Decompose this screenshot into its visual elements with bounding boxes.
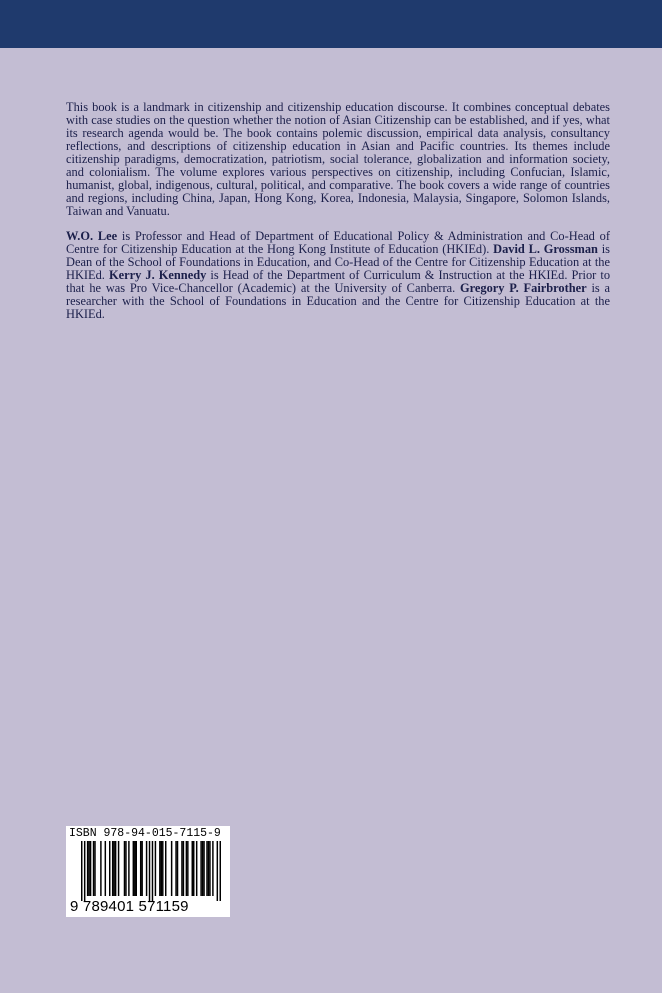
barcode-bar (212, 841, 213, 896)
author-name-lee: W.O. Lee (66, 229, 118, 243)
barcode-bar (140, 841, 141, 896)
barcode-bar (90, 841, 91, 896)
author-bio-kennedy: is Head of the Department of Curriculum & Instruction at the HKIEd. Prior to that he was Pro Vice-Chancellor (Academic) at the University of Canberra. (66, 268, 611, 295)
barcode-bar (175, 841, 176, 896)
barcode-bar (87, 841, 88, 896)
author-name-fairbrother: Gregory P. Fairbrother (459, 281, 587, 295)
barcode-bar (128, 841, 129, 896)
author-bios (66, 230, 610, 321)
isbn-label: ISBN 978-94-015-7115-9 (69, 827, 221, 840)
barcode-bar (192, 841, 193, 896)
barcode-bar (109, 841, 110, 896)
barcode-bar (94, 841, 95, 896)
barcode-bar (196, 841, 197, 896)
barcode-bar (187, 841, 188, 896)
barcode-bar (84, 841, 85, 901)
barcode-bar (202, 841, 203, 896)
barcode-bar (193, 841, 194, 896)
barcode-bar (200, 841, 201, 896)
author-bio-fairbrother: is a researcher with the School of Foundations in Education and the Centre for Citizenship Education at the HKIEd. (66, 281, 610, 321)
barcode-bar (105, 841, 106, 896)
barcode-bar (134, 841, 135, 896)
barcode-bar (161, 841, 162, 896)
barcode-bar (220, 841, 221, 901)
barcode-bar (115, 841, 116, 896)
barcode-bar (165, 841, 166, 896)
barcode-bar (155, 841, 156, 896)
barcode-bar (203, 841, 204, 896)
barcode-bar (181, 841, 182, 896)
barcode-bar (149, 841, 150, 901)
barcode-bars (81, 841, 221, 901)
barcode-bar (146, 841, 147, 896)
isbn-barcode (66, 826, 230, 917)
back-cover-text (66, 101, 610, 333)
barcode-bar (112, 841, 113, 896)
barcode-bar (159, 841, 160, 896)
barcode-bar (136, 841, 137, 896)
barcode-bar (113, 841, 114, 896)
barcode-bar (209, 841, 210, 896)
barcode-bar (125, 841, 126, 896)
barcode-bar (100, 841, 101, 896)
top-color-band (0, 0, 662, 48)
barcode-bar (183, 841, 184, 896)
barcode-bar (177, 841, 178, 896)
barcode-bar (162, 841, 163, 896)
barcode-bar (217, 841, 218, 901)
barcode-bar (208, 841, 209, 896)
barcode-bar (93, 841, 94, 896)
barcode-bar (81, 841, 82, 901)
barcode-bar (171, 841, 172, 896)
barcode-bar (206, 841, 207, 896)
barcode-bar (118, 841, 119, 896)
barcode-bar (186, 841, 187, 896)
barcode-bar (124, 841, 125, 896)
book-description: This book is a landmark in citizenship and citizenship education discourse. It combines conceptual debates with case studies on the question whether the notion of Asian Citizenship can be established, and if yes, what its research agenda would be. The book contains polemic discussion, empirical data analysis, consultancy reflections, and descriptions of citizenship education in Asian and Pacific countries. Its themes include citizenship paradigms, democratization, patriotism, social tolerance, globalization and information society, and colonialism. The volume explores various perspectives on citizenship, including Confucian, Islamic, humanist, global, indigenous, cultural, political, and comparative. The book covers a wide range of countries and regions, including China, Japan, Hong Kong, Korea, Indonesia, Malaysia, Singapore, Solomon Islands, Taiwan and Vanuatu. (66, 100, 610, 218)
barcode-digits: 9 789401 571159 (70, 898, 189, 915)
barcode-bar (88, 841, 89, 896)
author-name-grossman: David L. Grossman (493, 242, 598, 256)
author-name-kennedy: Kerry J. Kennedy (108, 268, 207, 282)
author-bio-lee: is Professor and Head of Department of Educational Policy & Administration and Co-Head of Centre for Citizenship Education at the Hong Kong Institute of Education (HKIEd). (66, 229, 610, 256)
barcode-bar (133, 841, 134, 896)
author-bio-grossman: is Dean of the School of Foundations in Education, and Co-Head of the Centre for Citizenship Education at the HKIEd. (66, 242, 610, 282)
barcode-bar (152, 841, 153, 901)
barcode-bar (141, 841, 142, 896)
